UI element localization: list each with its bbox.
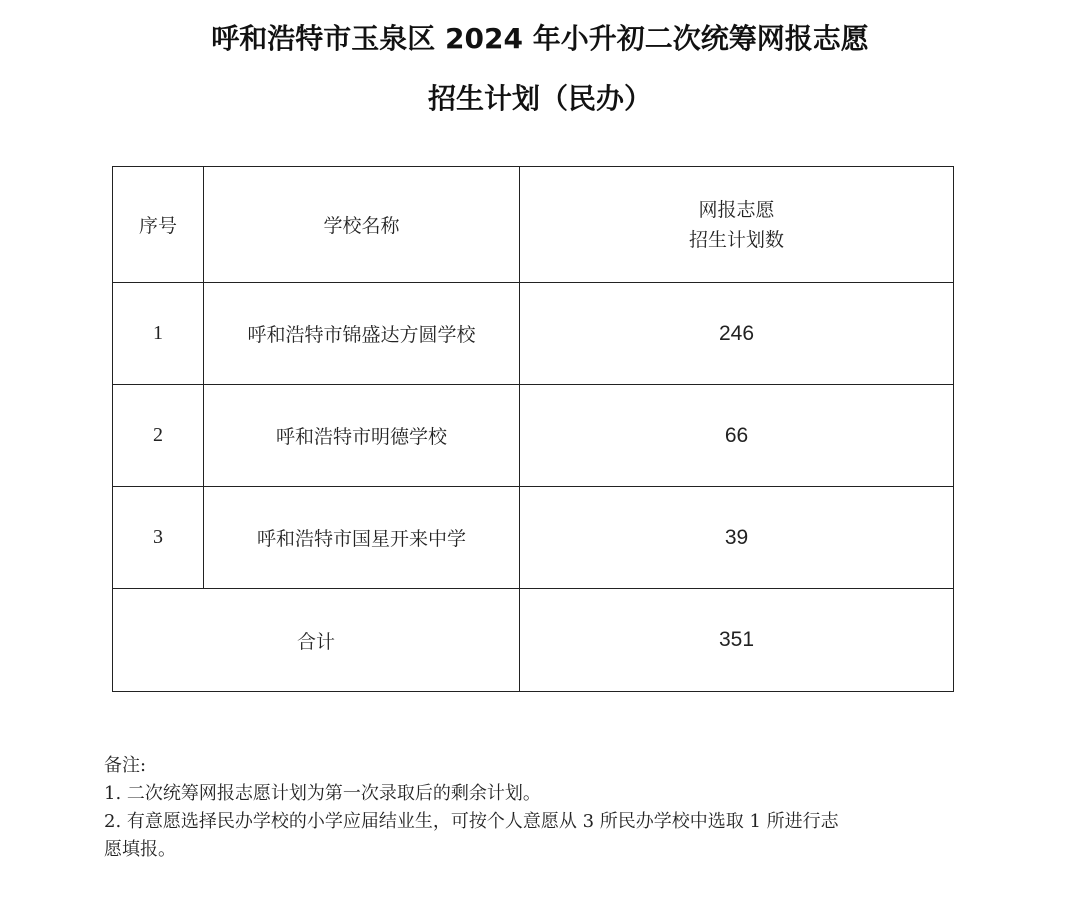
header-plan-count-line1: 网报志愿 (698, 198, 775, 221)
row-plan-count: 246 (520, 283, 954, 385)
row-school-name: 呼和浩特市锦盛达方圆学校 (204, 283, 520, 385)
total-count: 351 (520, 589, 954, 692)
row-index: 1 (113, 283, 204, 385)
note-item-2: 2. 有意愿选择民办学校的小学应届结业生，可按个人意愿从 3 所民办学校中选取 1 所进行志 (104, 811, 839, 832)
note-item-2-continued: 愿填报。 (104, 839, 176, 860)
document-title-line2: 招生计划（民办） (427, 82, 652, 115)
note-item-1: 1. 二次统筹网报志愿计划为第一次录取后的剩余计划。 (104, 783, 541, 804)
total-label: 合计 (113, 589, 520, 692)
notes-heading: 备注: (104, 755, 147, 776)
header-plan-count (520, 167, 954, 283)
row-index: 3 (113, 487, 204, 589)
header-school-name: 学校名称 (204, 167, 520, 283)
row-school-name: 呼和浩特市国星开来中学 (204, 487, 520, 589)
row-plan-count: 39 (520, 487, 954, 589)
enrollment-plan-table (112, 166, 954, 692)
table-row (113, 487, 954, 589)
header-index: 序号 (113, 167, 204, 283)
row-school-name: 呼和浩特市明德学校 (204, 385, 520, 487)
row-plan-count: 66 (520, 385, 954, 487)
header-plan-count-line2: 招生计划数 (688, 228, 784, 251)
table-row (113, 385, 954, 487)
table-header-row (113, 167, 954, 283)
notes-section (104, 752, 1004, 864)
row-index: 2 (113, 385, 204, 487)
table-total-row (113, 589, 954, 692)
document-title-line1: 呼和浩特市玉泉区 2024 年小升初二次统筹网报志愿 (211, 22, 869, 55)
table-row (113, 283, 954, 385)
